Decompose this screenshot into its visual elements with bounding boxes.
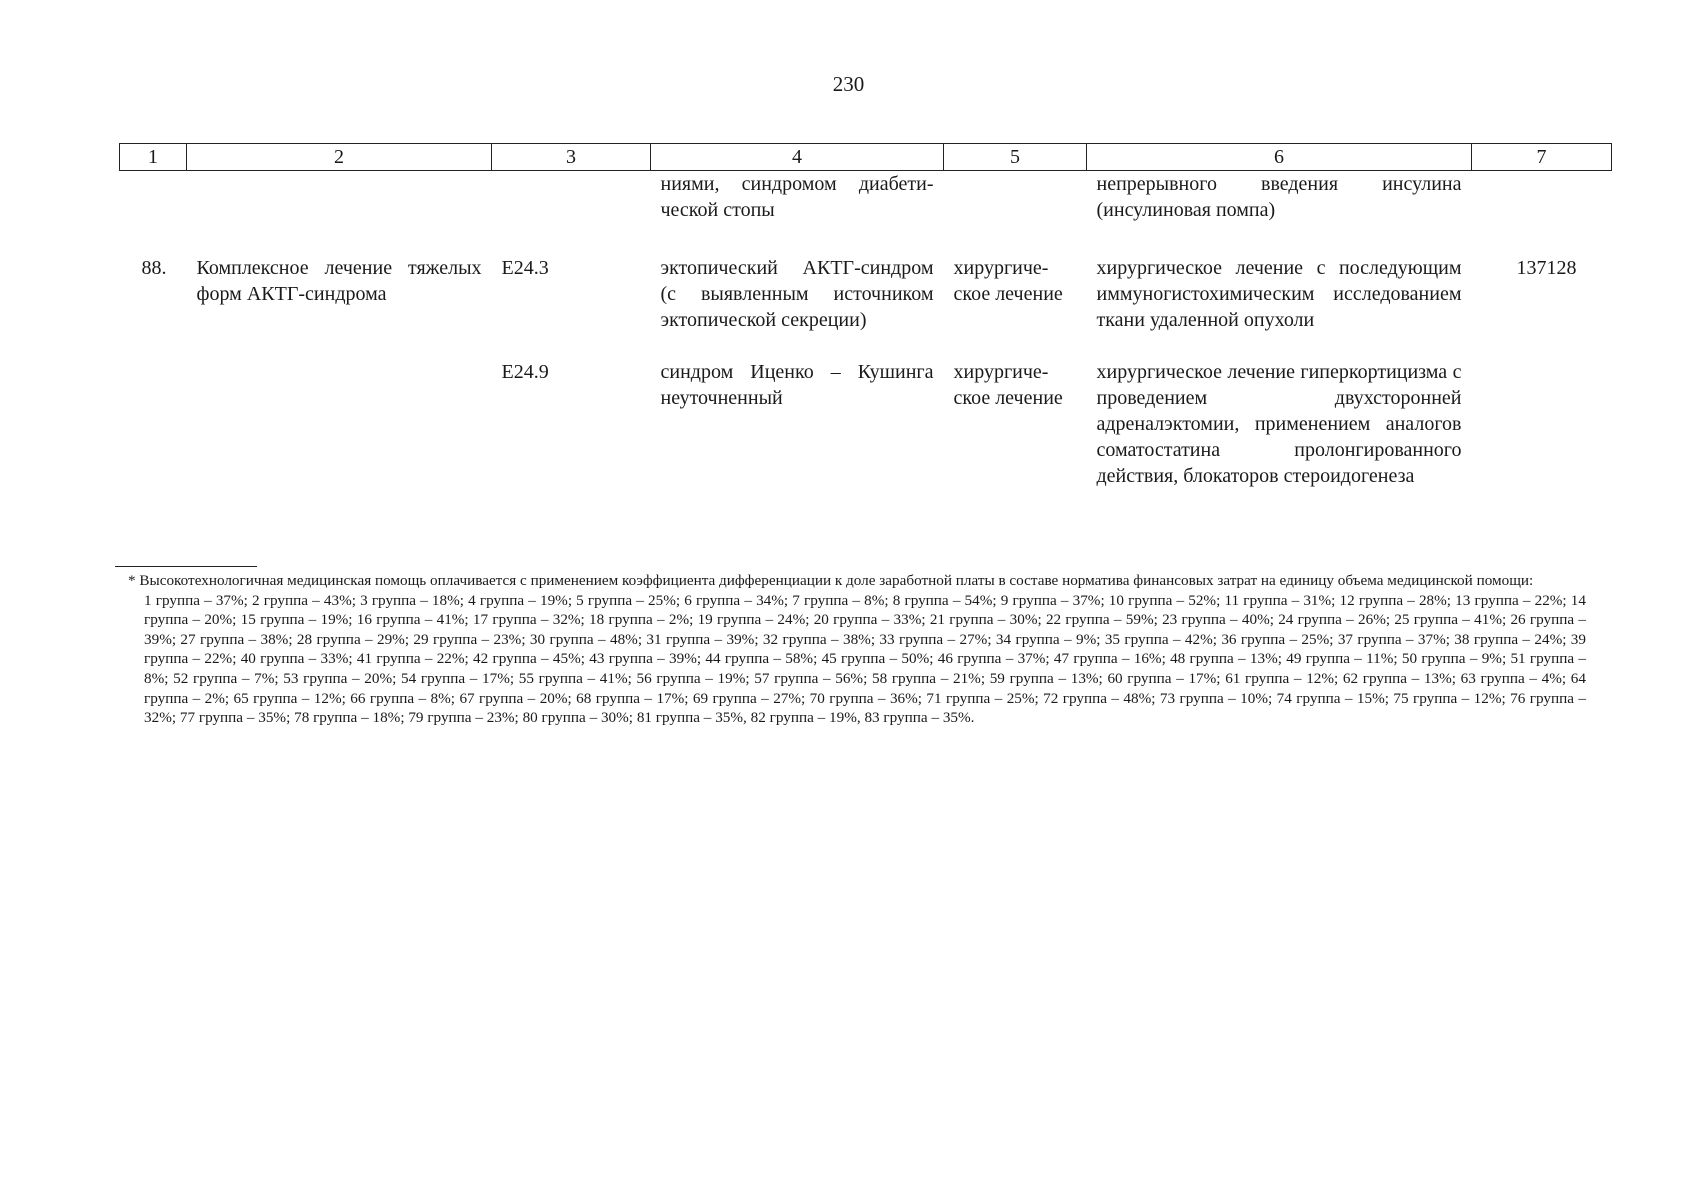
column-number-row xyxy=(120,144,1612,171)
column-header: 1 xyxy=(120,144,187,171)
cell-norm-cost: 137128 xyxy=(1516,257,1577,279)
column-header: 5 xyxy=(944,144,1087,171)
cell-treatment-method: непрерывного введения инсулина (инсулиновая помпа) xyxy=(1096,173,1462,221)
continuation-row xyxy=(120,171,1612,224)
footnote xyxy=(128,571,1586,728)
column-header: 3 xyxy=(492,144,651,171)
page-number: 230 xyxy=(832,72,865,96)
cell-patient-model: синдром Иценко – Кушинга неуточненный xyxy=(660,361,934,409)
column-header: 4 xyxy=(651,144,944,171)
table-row xyxy=(120,359,1612,489)
cell-htmc-name: Комплексное лечение тяжелых форм АКТГ-синдрома xyxy=(196,257,482,305)
footnote-groups: 1 группа – 37%; 2 группа – 43%; 3 группа – 18%; 4 группа – 19%; 5 группа – 25%; 6 группа – 34%; 7 группа – 8%; 8 группа – 54%; 9 группа – 37%; 10 группа – 52%; 11 группа – 31%; 12 группа – 28%; 13 группа – 22%; 14 группа – 20%; 15 группа – 19%; 16 группа – 41%; 17 группа – 32%; 18 группа – 2%; 19 группа – 24%; 20 группа – 33%; 21 группа – 30%; 22 группа – 59%; 23 группа – 40%; 24 группа – 26%; 25 группа – 41%; 26 группа – 39%; 27 группа – 38%; 28 группа – 29%; 29 группа – 23%; 30 группа – 48%; 31 группа – 39%; 32 группа – 38%; 33 группа – 27%; 34 группа – 9%; 35 группа – 42%; 36 группа – 25%; 37 группа – 37%; 38 группа – 24%; 39 группа – 22%; 40 группа – 33%; 41 группа – 22%; 42 группа – 45%; 43 группа – 39%; 44 группа – 58%; 45 группа – 50%; 46 группа – 37%; 47 группа – 16%; 48 группа – 13%; 49 группа – 11%; 50 группа – 9%; 51 группа – 8%; 52 группа – 7%; 53 группа – 20%; 54 группа – 17%; 55 группа – 41%; 56 группа – 19%; 57 группа – 56%; 58 группа – 21%; 59 группа – 13%; 60 группа – 17%; 61 группа – 12%; 62 группа – 13%; 63 группа – 4%; 64 группа – 2%; 65 группа – 12%; 66 группа – 8%; 67 группа – 20%; 68 группа – 17%; 69 группа – 27%; 70 группа – 36%; 71 группа – 25%; 72 группа – 48%; 73 группа – 10%; 74 группа – 15%; 75 группа – 12%; 76 группа – 32%; 77 группа – 35%; 78 группа – 18%; 79 группа – 23%; 80 группа – 30%; 81 группа – 35%, 82 группа – 19%, 83 группа – 35%. xyxy=(144,591,1586,727)
footnote-intro: * Высокотехнологичная медицинская помощь оплачивается с применением коэффициента дифференциации к доле заработной платы в составе норматива финансовых затрат на единицу объема медицинской помощи: xyxy=(128,572,1534,589)
cell-patient-model: ниями, синдромом диабетической стопы xyxy=(660,173,934,221)
cell-treatment-method: хирургическое лечение с последующим иммуногистохимическим исследованием ткани удаленной опухоли xyxy=(1096,257,1462,331)
htmc-table xyxy=(119,143,1612,489)
column-header: 7 xyxy=(1472,144,1612,171)
column-header: 2 xyxy=(187,144,492,171)
table-row xyxy=(120,255,1612,333)
cell-icd-code: E24.3 xyxy=(501,257,549,279)
cell-icd-code: E24.9 xyxy=(501,361,549,383)
cell-treatment-method: хирургическое лечение гиперкортицизма с проведением двухсторонней адреналэктомии, применением аналогов соматостатина пролонгированного действия, блокаторов стероидогенеза xyxy=(1096,361,1462,487)
cell-patient-model: эктопический АКТГ-синдром (с выявленным источником эктопической секреции) xyxy=(660,257,934,331)
cell-row-number: 88. xyxy=(141,257,167,279)
cell-treatment-type: хирургическое лечение xyxy=(953,257,1063,305)
cell-treatment-type: хирургическое лечение xyxy=(953,361,1063,409)
footnote-divider xyxy=(115,566,257,567)
column-header: 6 xyxy=(1087,144,1472,171)
